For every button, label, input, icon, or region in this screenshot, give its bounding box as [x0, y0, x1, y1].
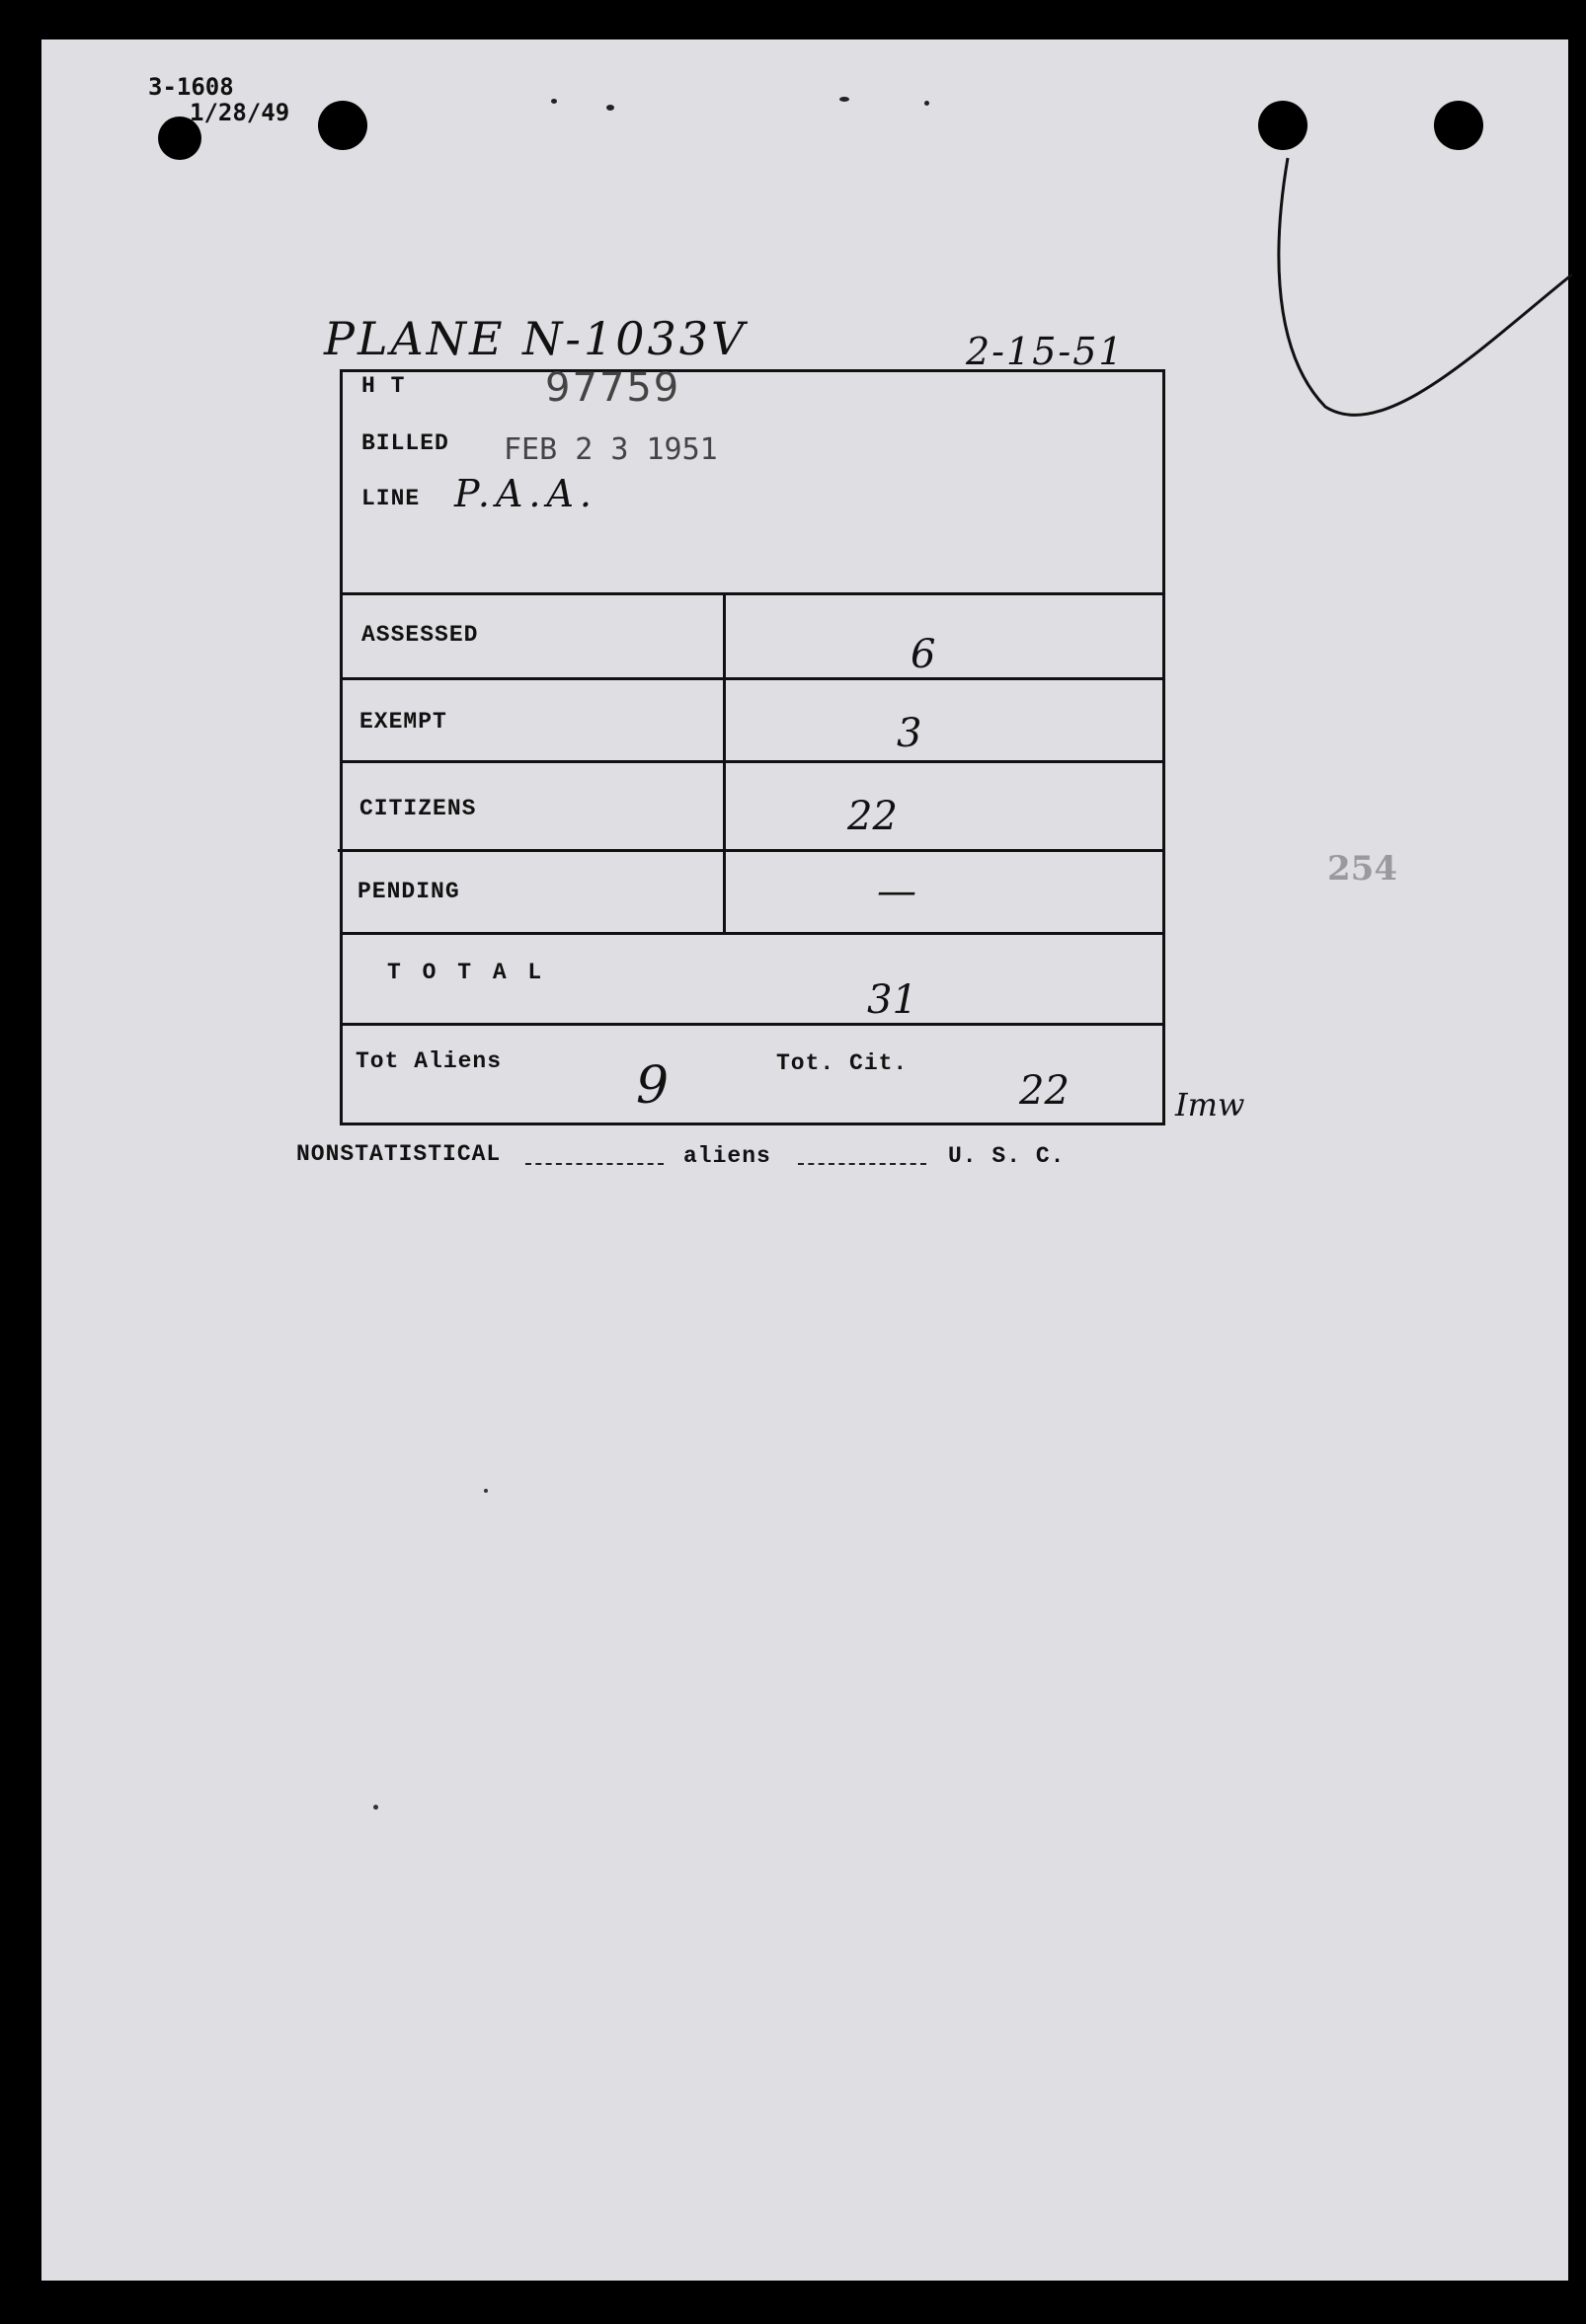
table-rule-4	[343, 932, 1162, 935]
citizens-label: CITIZENS	[359, 796, 477, 821]
plane-heading: PLANE N-1033V	[324, 312, 748, 365]
citizens-value: 22	[847, 794, 898, 839]
speck	[373, 1805, 378, 1810]
speck	[551, 99, 557, 104]
pending-value: —	[877, 869, 916, 914]
ht-number: 97759	[545, 365, 681, 411]
page-number: 254	[1327, 849, 1397, 889]
line-value: P.A.A.	[454, 472, 597, 515]
table-column-divider	[723, 594, 726, 932]
nonstatistical-label: NONSTATISTICAL	[296, 1141, 502, 1167]
punch-hole-right-2	[1434, 101, 1483, 150]
arrival-date: 2-15-51	[966, 330, 1125, 373]
table-rule-3	[338, 849, 1162, 852]
table-rule-2	[343, 760, 1162, 763]
exempt-label: EXEMPT	[359, 709, 447, 735]
tot-aliens-label: Tot Aliens	[356, 1048, 503, 1074]
speck	[484, 1489, 488, 1493]
usc-label: U. S. C.	[948, 1143, 1066, 1169]
speck	[839, 97, 849, 102]
punch-hole-right-1	[1258, 101, 1308, 150]
inspector-initials: Imw	[1175, 1086, 1245, 1123]
nonstatistical-usc-blank	[798, 1163, 926, 1167]
billed-date-stamp: FEB 2 3 1951	[504, 432, 718, 467]
assessed-label: ASSESSED	[361, 622, 479, 648]
nonstatistical-aliens-blank	[525, 1163, 664, 1167]
ht-label: H T	[361, 373, 406, 399]
total-label: T O T A L	[387, 960, 546, 985]
document-page	[41, 39, 1568, 2281]
table-rule-1	[343, 677, 1162, 680]
total-value: 31	[867, 977, 917, 1023]
form-number: 3-1608 1/28/49	[148, 73, 290, 126]
tot-aliens-value: 9	[636, 1056, 670, 1116]
speck	[606, 105, 614, 111]
line-label: LINE	[361, 486, 421, 511]
table-rule-top	[343, 592, 1162, 595]
tot-cit-value: 22	[1019, 1068, 1070, 1114]
handwritten-check-mark	[1266, 148, 1582, 464]
assessed-value: 6	[911, 632, 936, 677]
exempt-value: 3	[897, 711, 922, 756]
table-rule-5	[343, 1023, 1162, 1026]
pending-label: PENDING	[357, 879, 460, 904]
tot-cit-label: Tot. Cit.	[776, 1050, 909, 1076]
billed-label: BILLED	[361, 430, 449, 456]
speck	[924, 101, 929, 106]
aliens-label: aliens	[683, 1143, 771, 1169]
punch-hole-left	[318, 101, 367, 150]
